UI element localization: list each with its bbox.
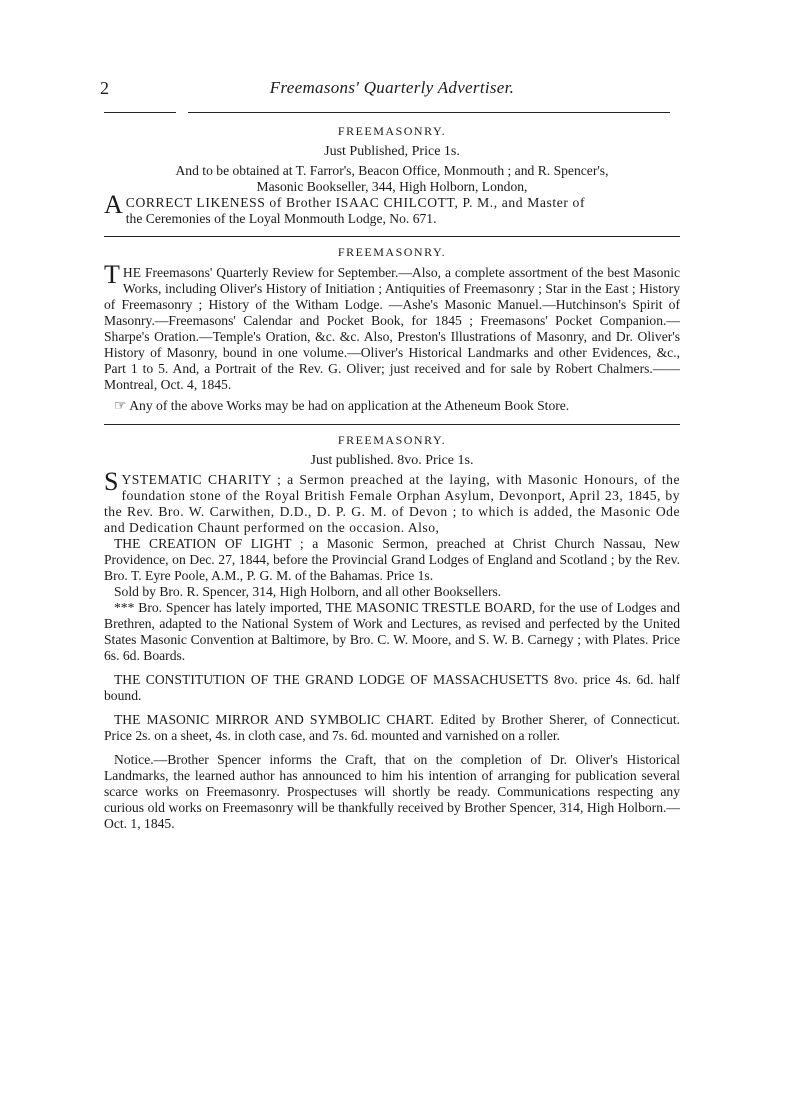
advertisement-likeness (104, 124, 680, 227)
trestle-board: *** Bro. Spencer has lately imported, THE MASONIC TRESTLE BOARD, for the use of Lodges and Brethren, adapted to the National System of Work and Lectures, as revised and perfected by the United States Masonic Convention at Baltimore, by Bro. C. W. Moore, and S. W. B. Carnegy ; with Plates. Price 6s. 6d. Boards. (104, 600, 680, 663)
constitution: THE CONSTITUTION OF THE GRAND LODGE OF MASSACHUSETTS 8vo. price 4s. 6d. half bound. (104, 672, 680, 703)
section-heading: FREEMASONRY. (337, 124, 447, 138)
sold-by: Sold by Bro. R. Spencer, 314, High Holborn, and all other Booksellers. (114, 584, 502, 599)
section-divider (104, 424, 680, 425)
advertisement-spencer (104, 433, 680, 832)
drop-cap: A (104, 190, 123, 219)
running-header (100, 78, 680, 104)
page-number: 2 (100, 78, 109, 98)
book-list-notice: THE Freemasons' Quarterly Review for September.—Also, a complete assortment of the best Masonic Works, including Oliver's History of Initiation ; Antiquities of Freemasonry ; Star in the East ; History of Freemasonry ; History of the Witham Lodge. —Ashe's Masonic Manuel.—Hutchinson's Spirit of Masonry.—Freemasons' Calendar and Pocket Book, for 1845 ; Freemasons' Pocket Companion.—Sharpe's Oration.—Temple's Oration, &c. &c. Also, Preston's Illustrations of Masonry, and Dr. Oliver's History of Masonry, bound in one volume.—Oliver's Historical Landmarks and other Evidences, &c., Part 1 to 5. And, a Portrait of the Rev. G. Oliver; just received and for sale by Robert Chalmers.——Montreal, Oct. 4, 1845. (104, 260, 680, 392)
masonic-mirror: THE MASONIC MIRROR AND SYMBOLIC CHART. Edited by Brother Sherer, of Connecticut. Price 2s. on a sheet, 4s. in cloth case, and 7s. 6d. mounted and varnished on a roller. (104, 712, 680, 743)
advertiser-page (100, 78, 680, 832)
pointing-hand-icon: ☞ (114, 399, 127, 414)
publisher-line: And to be obtained at T. Farror's, Beacon Office, Monmouth ; and R. Spencer's, (175, 163, 609, 178)
athenaeum-note: ☞ Any of the above Works may be had on application at the Atheneum Book Store. (114, 398, 570, 414)
section-divider (104, 236, 680, 237)
page-title: Freemasons' Quarterly Advertiser. (269, 78, 515, 97)
drop-cap: T (104, 260, 120, 289)
drop-cap: S (104, 467, 119, 496)
header-rule (104, 110, 680, 116)
likeness-notice: ACORRECT LIKENESS of Brother ISAAC CHILCOTT, P. M., and Master of the Ceremonies of the Loyal Monmouth Lodge, No. 671. (104, 190, 586, 226)
publisher-address: Masonic Bookseller, 344, High Holborn, London, (256, 179, 528, 194)
creation-of-light: THE CREATION OF LIGHT ; a Masonic Sermon, preached at Christ Church Nassau, New Providence, on Dec. 27, 1844, before the Provincial Grand Lodges of England and Scotland ; by the Rev. Bro. T. Eyre Poole, A.M., P. G. M. of the Bahamas. Price 1s. (104, 536, 680, 583)
section-heading: FREEMASONRY. (337, 433, 447, 447)
systematic-charity: SYSTEMATIC CHARITY ; a Sermon preached at the laying, with Masonic Honours, of the foundation stone of the Royal British Female Orphan Asylum, Devonport, April 23, 1845, by the Rev. Bro. W. Carwithen, D.D., D. P. G. M. of Devon ; to which is added, the Masonic Ode and Dedication Chaunt performed on the occasion. Also, (104, 467, 680, 535)
notice: Notice.—Brother Spencer informs the Craft, that on the completion of Dr. Oliver's Historical Landmarks, the learned author has announced to him his intention of arranging for publication several scarce works on Freemasonry. Prospectuses will shortly be ready. Communications respecting any curious old works on Freemasonry will be thankfully received by Brother Spencer, 314, High Holborn.—Oct. 1, 1845. (104, 752, 680, 831)
section-subheading: Just published. 8vo. Price 1s. (310, 453, 474, 468)
section-subheading: Just Published, Price 1s. (324, 144, 460, 159)
advertisement-chalmers (104, 245, 680, 415)
section-heading: FREEMASONRY. (337, 245, 447, 259)
